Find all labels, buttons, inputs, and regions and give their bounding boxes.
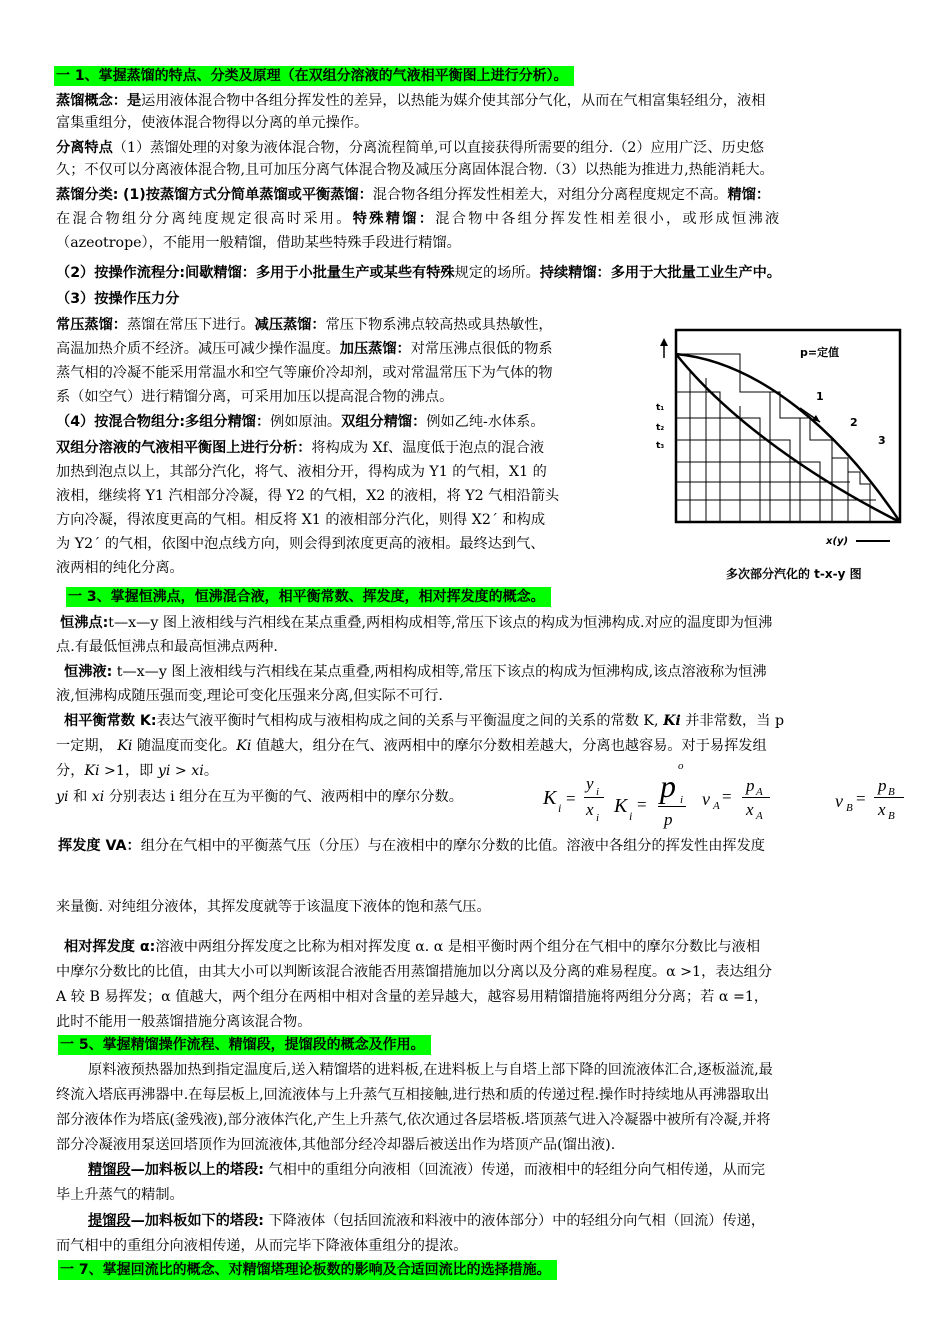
curve-label-2: 2 <box>850 416 858 429</box>
para-flow-line-4: 部分冷凝液用泵送回塔顶作为回流液体,其他部分经冷却器后被送出作为塔顶产品(馏出液). <box>56 1137 616 1153</box>
para-k-line-2: 一定期， Ki 随温度而变化。Ki 值越大，组分在气、液两相中的摩尔分数相差越大，分离也越容易。对于易挥发组 <box>56 738 767 754</box>
para-azeotrope-point-line-2: 点.有最低恒沸点和最高恒沸点两种. <box>56 639 278 655</box>
heading-section-3: 一 3、掌握恒沸点，恒沸混合液，相平衡常数、挥发度，相对挥发度的概念。 <box>66 587 551 607</box>
para-stripping-line-2: 而气相中的重组分向液相传递，从而完毕下降液体重组分的提浓。 <box>56 1238 468 1254</box>
figure-caption: 多次部分汽化的 t-x-y 图 <box>726 567 862 581</box>
para-rectifying-line-1: 精馏段—加料板以上的塔段: 气相中的重组分向液相（回流液）传递，而液相中的轻组分向气相传递，从而完 <box>88 1162 766 1178</box>
diagram-frame <box>676 330 900 522</box>
para-class-line-3: （azeotrope），不能用一般精馏，借助某些特殊手段进行精馏。 <box>56 235 461 251</box>
para-feature-line-1: 分离特点（1）蒸馏处理的对象为液体混合物，分离流程简单,可以直接获得所需要的组分.（2）应用广泛、历史悠 <box>56 140 765 156</box>
para-class-line-1: 蒸馏分类: (1)按蒸馏方式分简单蒸馏或平衡蒸馏：混合物各组分挥发性相差大，对组分分离程度规定不高。精馏： <box>56 187 771 203</box>
para-pressure-line-3: 蒸气相的冷凝不能采用常温水和空气等廉价冷却剂，或对常温常压下为气体的物 <box>56 365 553 381</box>
para-flow-line-2: 终流入塔底再沸器中.在每层板上,回流液体与上升蒸气互相接触,进行热和质的传递过程.操作时持续地从再沸器取出 <box>56 1087 770 1103</box>
diagram-steps <box>676 354 876 522</box>
para-volatility-line-2: 来量衡. 对纯组分液体，其挥发度就等于该温度下液体的饱和蒸气压。 <box>56 899 491 915</box>
dew-point-curve <box>676 354 900 522</box>
t3-label: t₃ <box>656 441 665 451</box>
bubble-point-curve <box>676 354 900 522</box>
para-pressure-heading: （3）按操作压力分 <box>56 291 180 307</box>
para-relative-line-4: 此时不能用一般蒸馏措施分离该混合物。 <box>56 1014 312 1030</box>
heading-section-5: 一 5、掌握精馏操作流程、精馏段，提馏段的概念及作用。 <box>58 1035 431 1055</box>
heading-section-1: 一 1、掌握蒸馏的特点、分类及原理（在双组分溶液的气液相平衡图上进行分析）。 <box>54 66 574 86</box>
para-concept-line-2: 富集重组分，使液体混合物得以分离的单元操作。 <box>56 115 369 131</box>
curve-label-3: 3 <box>878 434 886 447</box>
curve-label-1: 1 <box>816 390 824 403</box>
para-stripping-line-1: 提馏段—加料板如下的塔段: 下降液体（包括回流液和料液中的液体部分）中的轻组分向气相（回流）传递， <box>88 1213 766 1229</box>
t2-label: t₂ <box>656 423 665 433</box>
para-k-line-1: 相平衡常数 K:表达气液平衡时气相构成与液相构成之间的关系与平衡温度之间的关系的常数 K, Ki 并非常数，当 p <box>64 713 785 729</box>
para-relative-line-2: 中摩尔分数比的比值，由其大小可以判断该混合液能否用蒸馏措施加以分离以及分离的难易程度。α >1，表达组分 <box>56 964 773 980</box>
heading-section-7: 一 7、掌握回流比的概念、对精馏塔理论板数的影响及合适回流比的选择措施。 <box>58 1260 557 1280</box>
para-binary-line-4: 方向冷凝，得浓度更高的气相。相反将 X1 的液相部分汽化，则得 X2´ 和构成 <box>56 512 546 528</box>
para-k-line-3: 分，Ki >1，即 yi > xi。 <box>56 763 219 779</box>
para-binary-line-1: 双组分溶液的气液相平衡图上进行分析：将构成为 Xf、温度低于泡点的混合液 <box>56 440 545 456</box>
para-flow-line-1: 原料液预热器加热到指定温度后,送入精馏塔的进料板,在进料板上与自塔上部下降的回流液体汇合,逐板溢流,最 <box>88 1062 773 1078</box>
para-concept-line-1: 蒸馏概念：是运用液体混合物中各组分挥发性的差异，以热能为媒介使其部分气化，从而在气相富集轻组分，液相 <box>56 93 766 109</box>
para-pressure-line-2: 高温加热介质不经济。减压可减少操作温度。加压蒸馏：对常压沸点很低的物系 <box>56 341 553 357</box>
pressure-label: p=定值 <box>800 346 840 359</box>
para-pressure-line-4: 系（如空气）进行精馏分离，可采用加压以提高混合物的沸点。 <box>56 389 454 405</box>
para-binary-line-5: 为 Y2´ 的气相，依图中泡点线方向，则会得到浓度更高的液相。最终达到气、 <box>56 536 545 552</box>
para-feature-line-2: 久；不仅可以分离液体混合物,且可加压分离气体混合物及减压分离固体混合物.（3）以热能为推进力,热能消耗大。 <box>56 162 774 178</box>
para-azeotrope-point-line-1: 恒沸点:t—x—y 图上液相线与汽相线在某点重叠,两相构成相等,常压下该点的构成为恒沸构成.对应的温度即为恒沸 <box>60 615 773 631</box>
para-azeotrope-liquid-line-1: 恒沸液: t—x—y 图上液相线与汽相线在某点重叠,两相构成相等,常压下该点的构成为恒沸构成,该点溶液称为恒沸 <box>64 664 767 680</box>
para-relative-line-1: 相对挥发度 α:溶液中两组分挥发度之比称为相对挥发度 α. α 是相平衡时两个组分在气相中的摩尔分数比与液相 <box>64 939 761 955</box>
para-binary-line-6: 液两相的纯化分离。 <box>56 560 184 576</box>
para-volatility-line-1: 挥发度 VA：组分在气相中的平衡蒸气压（分压）与在液相中的摩尔分数的比值。溶液中各组分的挥发性由挥发度 <box>58 838 765 854</box>
para-relative-line-3: A 较 B 易挥发；α 值越大，两个组分在两相中相对含量的差异越大，越容易用精馏措施将两组分分离；若 α =1， <box>56 989 769 1005</box>
para-binary-line-2: 加热到泡点以上，其部分汽化，将气、液相分开，得构成为 Y1 的气相，X1 的 <box>56 464 547 480</box>
para-class-line-2: 在混合物组分分离纯度规定很高时采用。特殊精馏：混合物中各组分挥发性相差很小，或形成恒沸液 <box>56 211 782 227</box>
x-axis-label: x(y) <box>826 536 849 547</box>
para-k-line-4: yi 和 xi 分别表达 i 组分在互为平衡的气、液两相中的摩尔分数。 <box>56 789 463 805</box>
txy-diagram <box>650 322 912 590</box>
para-mixture-line: （4）按混合物组分:多组分精馏：例如原油。双组分精馏：例如乙纯-水体系。 <box>56 414 545 430</box>
t1-label: t₁ <box>656 403 665 413</box>
para-binary-line-3: 液相，继续将 Y1 汽相部分冷凝，得 Y2 的气相，X2 的液相，将 Y2 气相沿箭头 <box>56 488 560 504</box>
document-page: 一 1、掌握蒸馏的特点、分类及原理（在双组分溶液的气液相平衡图上进行分析）。 蒸馏概念：是运用液体混合物中各组分挥发性的差异，以热能为媒介使其部分气化，从而在气相富集轻组分，液相 富集重组分，使液体混合物得以分离的单元操作。 分离特点（1）蒸馏处理的对象为液体混合物，分离流程简单,可以直接获得所需要的组分.（2）应用广泛、历史悠 久；不仅可以分离液体混合物,且可加压分离气体混合物及减压分离固体混合物.（3）以热能为推进力,热能消耗大。 蒸馏分类: (1)按蒸馏方式分简单蒸馏或平衡蒸馏：混合物各组分挥发性相差大，对组分分离程度规定不高。精馏： 在混合物组分分离纯度规定很高时采用。特殊精馏：混合物中各组分挥发性相差很小，或形成恒沸液 （azeotrope），不能用一般精馏，借助某些特殊手段进行精馏。 （2）按操作流程分:间歇精馏：多用于小批量生产或某些有特殊规定的场所。持续精馏：多用于大批量工业生产中。 （3）按操作压力分 常压蒸馏：蒸馏在常压下进行。减压蒸馏：常压下物系沸点较高热或具热敏性， 高温加热介质不经济。减压可减少操作温度。加压蒸馏：对常压沸点很低的物系 蒸气相的冷凝不能采用常温水和空气等廉价冷却剂，或对常温常压下为气体的物 系（如空气）进行精馏分离，可采用加压以提高混合物的沸点。 （4）按混合物组分:多组分精馏：例如原油。双组分精馏：例如乙纯-水体系。 双组分溶液的气液相平衡图上进行分析：将构成为 Xf、温度低于泡点的混合液 加热到泡点以上，其部分汽化，将气、液相分开，得构成为 Y1 的气相，X1 的 液相，继续将 Y1 汽相部分冷凝，得 Y2 的气相，X2 的液相，将 Y2 气相沿箭头 方向冷凝，得浓度更高的气相。相反将 X1 的液相部分汽化，则得 X2´ 和构成 为 Y2´ 的气相，依图中泡点线方向，则会得到浓度更高的液相。最终达到气、 液两相的纯化分离。 p=定值 1 2 3 t₁ t₂ t₃ x(y) 多次部分汽化的 t-x-y 图 一 3、掌握恒沸点，恒沸混合液，相平衡常数、挥发度，相对挥发度的概念。 恒沸点:t—x—y 图上液相线与汽相线在某点重叠,两相构成相等,常压下该点的构成为恒沸构成.对应的温度即为恒沸 点.有最低恒沸点和最高恒沸点两种. 恒沸液: t—x—y 图上液相线与汽相线在某点重叠,两相构成相等,常压下该点的构成为恒沸构成,该点溶液称为恒沸 液,恒沸构成随压强而变,理论可变化压强来分离,但实际不可行. 相平衡常数 K:表达气液平衡时气相构成与液相构成之间的关系与平衡温度之间的关系的常数 K, Ki 并非常数，当 p 一定期， Ki 随温度而变化。Ki 值越大，组分在气、液两相中的摩尔分数相差越大，分离也越容易。对于易挥发组 分，Ki >1，即 yi > xi。 yi 和 xi 分别表达 i 组分在互为平衡的气、液两相中的摩尔分数。 K i = y i x i K i = o p i p ν A = p A x A ν B = p B x B 挥发度 VA：组分在气相中的平衡蒸气压（分压）与在液相中的摩尔分数的比值。溶液中各组分的挥发性由挥发度 来量衡. 对纯组分液体，其挥发度就等于该温度下液体的饱和蒸气压。 相对挥发度 α:溶液中两组分挥发度之比称为相对挥发度 α. α 是相平衡时两个组分在气相中的摩尔分数比与液相 中摩尔分数比的比值，由其大小可以判断该混合液能否用蒸馏措施加以分离以及分离的难易程度。α >1，表达组分 A 较 B 易挥发；α 值越大，两个组分在两相中相对含量的差异越大，越容易用精馏措施将两组分分离；若 α =1， 此时不能用一般蒸馏措施分离该混合物。 一 5、掌握精馏操作流程、精馏段，提馏段的概念及作用。 原料液预热器加热到指定温度后,送入精馏塔的进料板,在进料板上与自塔上部下降的回流液体汇合,逐板溢流,最 终流入塔底再沸器中.在每层板上,回流液体与上升蒸气互相接触,进行热和质的传递过程.操作时持续地从再沸器取出 部分液体作为塔底(釜残液),部分液体汽化,产生上升蒸气,依次通过各层塔板.塔顶蒸气进入冷凝器中被所有冷凝,并将 部分冷凝液用泵送回塔顶作为回流液体,其他部分经冷却器后被送出作为塔顶产品(馏出液). 精馏段—加料板以上的塔段: 气相中的重组分向液相（回流液）传递，而液相中的轻组分向气相传递，从而完 毕上升蒸气的精制。 提馏段—加料板如下的塔段: 下降液体（包括回流液和料液中的液体部分）中的轻组分向气相（回流）传递， 而气相中的重组分向液相传递，从而完毕下降液体重组分的提浓。 一 7、掌握回流比的概念、对精馏塔理论板数的影响及合适回流比的选择措施。 <box>0 0 950 1344</box>
para-operation-line: （2）按操作流程分:间歇精馏：多用于小批量生产或某些有特殊规定的场所。持续精馏：多用于大批量工业生产中。 <box>56 265 781 281</box>
para-rectifying-line-2: 毕上升蒸气的精制。 <box>56 1187 184 1203</box>
para-pressure-line-1: 常压蒸馏：蒸馏在常压下进行。减压蒸馏：常压下物系沸点较高热或具热敏性， <box>56 317 553 333</box>
para-flow-line-3: 部分液体作为塔底(釜残液),部分液体汽化,产生上升蒸气,依次通过各层塔板.塔顶蒸气进入冷凝器中被所有冷凝,并将 <box>56 1112 771 1128</box>
para-azeotrope-liquid-line-2: 液,恒沸构成随压强而变,理论可变化压强来分离,但实际不可行. <box>56 688 443 704</box>
